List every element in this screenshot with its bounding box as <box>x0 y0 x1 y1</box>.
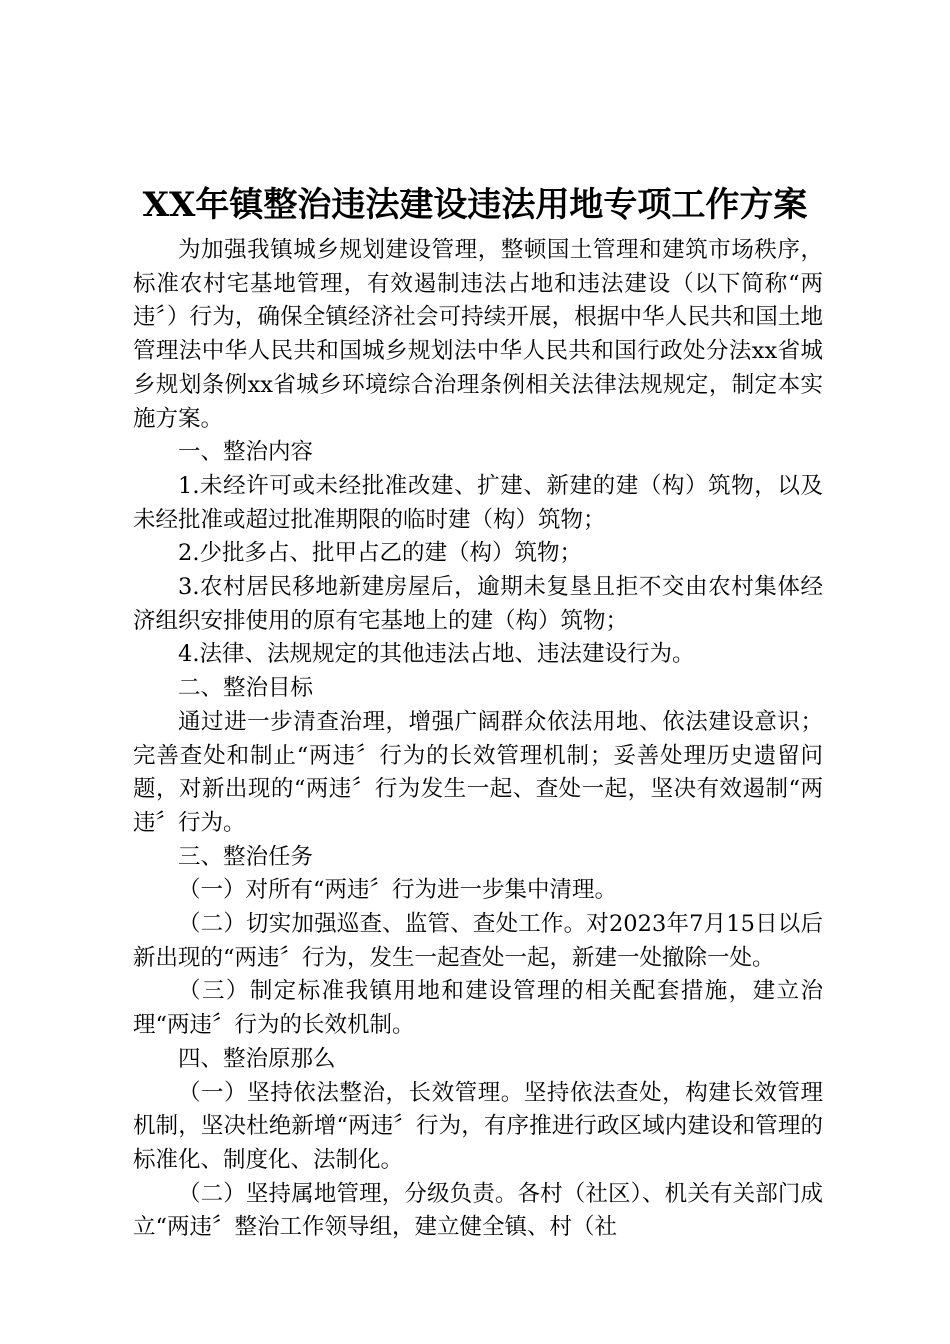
list-item: （一）对所有“两违〞行为进一步集中清理。 <box>178 877 618 904</box>
document-body <box>133 234 823 1245</box>
section-heading-1: 一、整治内容 <box>178 439 314 466</box>
list-item: （二）切实加强巡查、监管、查处工作。对2023年7月15日以后新出现的“两违〞行为，发生一起查处一起，新建一处撤除一处。 <box>133 911 823 971</box>
paragraph-intro: 为加强我镇城乡规划建设管理，整顿国土管理和建筑市场秩序，标准农村宅基地管理，有效遏制违法占地和违法建设（以下简称“两违〞）行为，确保全镇经济社会可持续开展，根据中华人民共和国土地管理法中华人民共和国城乡规划法中华人民共和国行政处分法xx省城乡规划条例xx省城乡环境综合治理条例相关法律法规规定，制定本实施方案。 <box>133 237 823 432</box>
section-heading-4: 四、整治原那么 <box>178 1045 336 1072</box>
list-item: （三）制定标准我镇用地和建设管理的相关配套措施，建立治理“两违〞行为的长效机制。 <box>133 978 823 1039</box>
list-item: 3.农村居民移地新建房屋后，逾期未复垦且拒不交由农村集体经济组织安排使用的原有宅基地上的建（构）筑物； <box>133 574 823 634</box>
list-item: 2.少批多占、批甲占乙的建（构）筑物； <box>178 540 582 567</box>
section-heading-2: 二、整治目标 <box>178 675 314 702</box>
list-item: 4.法律、法规规定的其他违法占地、违法建设行为。 <box>178 641 695 668</box>
paragraph-goals: 通过进一步清查治理，增强广阔群众依法用地、依法建设意识；完善查处和制止“两违〞行为的长效管理机制；妥善处理历史遗留问题，对新出现的“两违〞行为发生一起、查处一起，坚决有效遏制“两违〞行为。 <box>133 708 823 836</box>
list-item: （二）坚持属地管理，分级负责。各村（社区）、机关有关部门成立“两违〞整治工作领导组，建立健全镇、村（社 <box>133 1180 823 1241</box>
list-item: （一）坚持依法整治，长效管理。坚持依法查处，构建长效管理机制，坚决杜绝新增“两违〞行为，有序推进行政区域内建设和管理的标准化、制度化、法制化。 <box>133 1079 823 1173</box>
list-item: 1.未经许可或未经批准改建、扩建、新建的建（构）筑物，以及未经批准或超过批准期限的临时建（构）筑物； <box>133 472 823 533</box>
section-heading-3: 三、整治任务 <box>178 843 314 870</box>
document-title: XX年镇整治违法建设违法用地专项工作方案 <box>142 185 808 225</box>
